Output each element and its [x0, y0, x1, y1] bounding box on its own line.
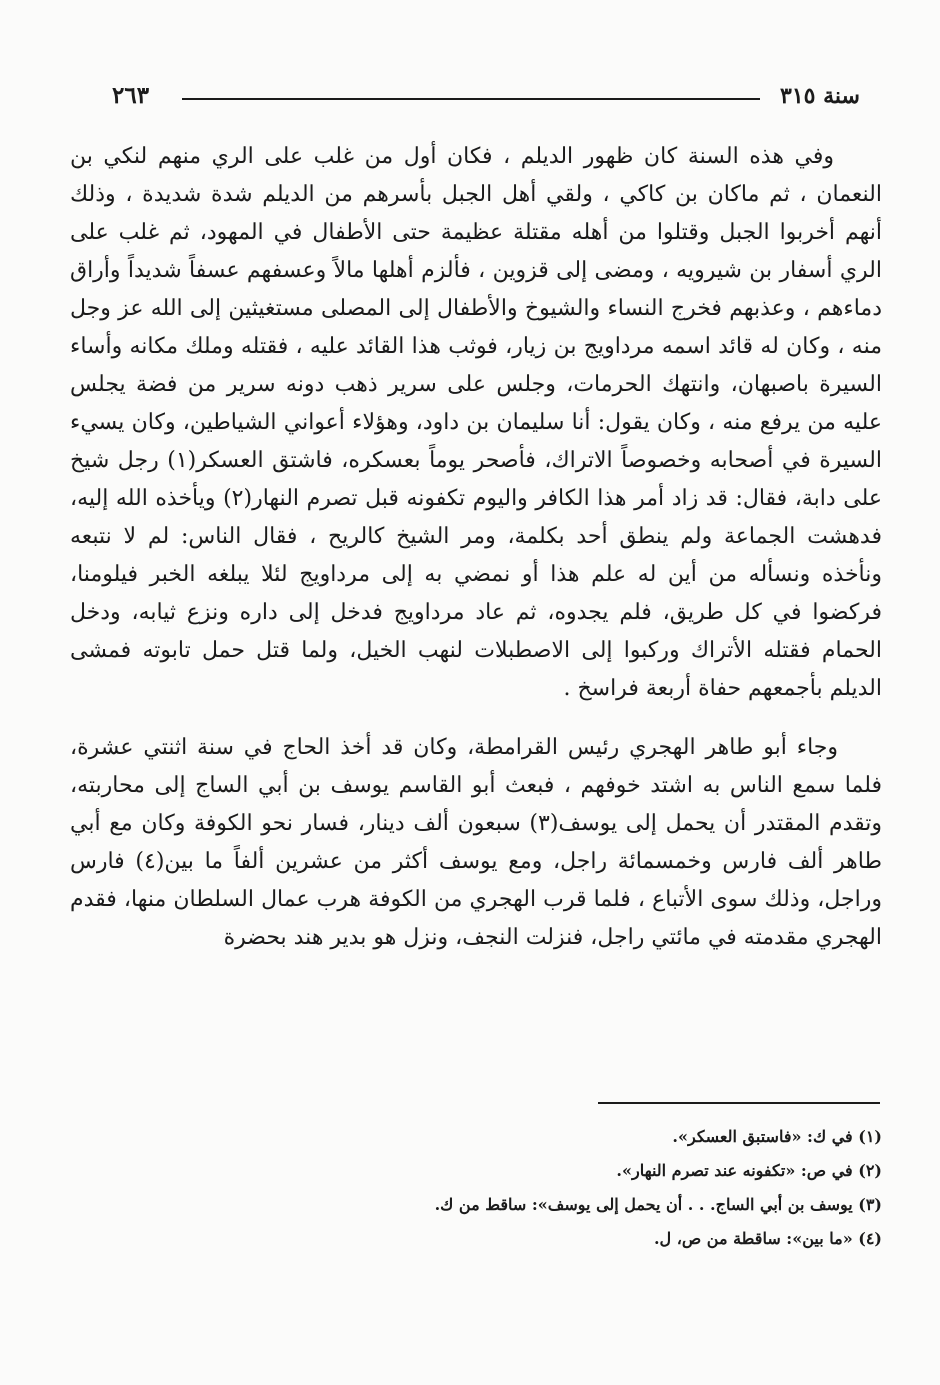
- paragraph-1: وفي هذه السنة كان ظهور الديلم ، فكان أول من غلب على الري منهم لنكي بن النعمان ، ثم ماكان بن كاكي ، ولقي أهل الجبل بأسرهم من الديلم شدة شديدة ، وذلك أنهم أخربوا الجبل وقتلوا من أهله مقتلة عظيمة حتى الأطفال في المهود، ثم غلب على الري أسفار بن شيرويه ، ومضى إلى قزوين ، فألزم أهلها مالاً وعسفهم عسفاً شديداً وأراق دماءهم ، وعذبهم فخرج النساء والشيوخ والأطفال إلى المصلى مستغيثين إلى الله عز وجل منه ، وكان له قائد اسمه مرداويج بن زيار، فوثب هذا القائد عليه ، فقتله وملك مكانه وأساء السيرة باصبهان، وانتهك الحرمات، وجلس على سرير ذهب دونه سرير من فضة يجلس عليه من يرفع منه ، وكان يقول: أنا سليمان بن داود، وهؤلاء أعواني الشياطين، وكان يسيء السيرة في أصحابه وخصوصاً الاتراك، فأصحر يوماً بعسكره، فاشتق العسكر(١) رجل شيخ على دابة، فقال: قد زاد أمر هذا الكافر واليوم تكفونه قبل تصرم النهار(٢) ويأخذه الله إليه، فدهشت الجماعة ولم ينطق أحد بكلمة، ومر الشيخ كالريح ، فقال الناس: لم لا نتبعه ونأخذه ونسأله من أين له علم هذا أو نمضي به إلى مرداويج لئلا يبلغه الخبر فيلومنا، فركضوا في كل طريق، فلم يجدوه، ثم عاد مرداويج فدخل إلى داره ونزع ثيابه، ودخل الحمام فقتله الأتراك وركبوا إلى الاصطبلات لنهب الخيل، ولما قتل حمل تابوته فمشى الديلم بأجمعهم حفاة أربعة فراسخ .: [70, 144, 883, 701]
- footnote-3: (٣) يوسف بن أبي الساج. . . أن يحمل إلى يوسف»: ساقط من ك.: [434, 1195, 882, 1214]
- page-number: ٢٦٣: [112, 82, 150, 109]
- footnote-4: (٤) «ما بين»: ساقطة من ص، ل.: [653, 1229, 882, 1248]
- header-year: سنة ٣١٥: [780, 83, 860, 109]
- footnote-1: (١) في ك: «فاستبق العسكر».: [672, 1127, 882, 1146]
- header-rule: [182, 98, 760, 100]
- running-header: [112, 78, 860, 114]
- main-text: [70, 138, 882, 957]
- paragraph-2: وجاء أبو طاهر الهجري رئيس القرامطة، وكان قد أخذ الحاج في سنة اثنتي عشرة، فلما سمع الناس به اشتد خوفهم ، فبعث أبو القاسم يوسف بن أبي الساج إلى محاربته، وتقدم المقتدر أن يحمل إلى يوسف(٣) سبعون ألف دينار، فسار نحو الكوفة وكان مع أبي طاهر ألف فارس وخمسمائة راجل، ومع يوسف أكثر من عشرين ألفاً ما بين(٤) فارس وراجل، وذلك سوى الأتباع ، فلما قرب الهجري من الكوفة هرب عمال السلطان منها، فقدم الهجري مقدمته في مائتي راجل، فنزلت النجف، ونزل هو بدير هند بحضرة: [70, 735, 882, 950]
- footnote-2: (٢) في ص: «تكفونه عند تصرم النهار».: [616, 1161, 882, 1180]
- footnotes: [70, 1120, 882, 1256]
- footnote-separator: [598, 1102, 880, 1104]
